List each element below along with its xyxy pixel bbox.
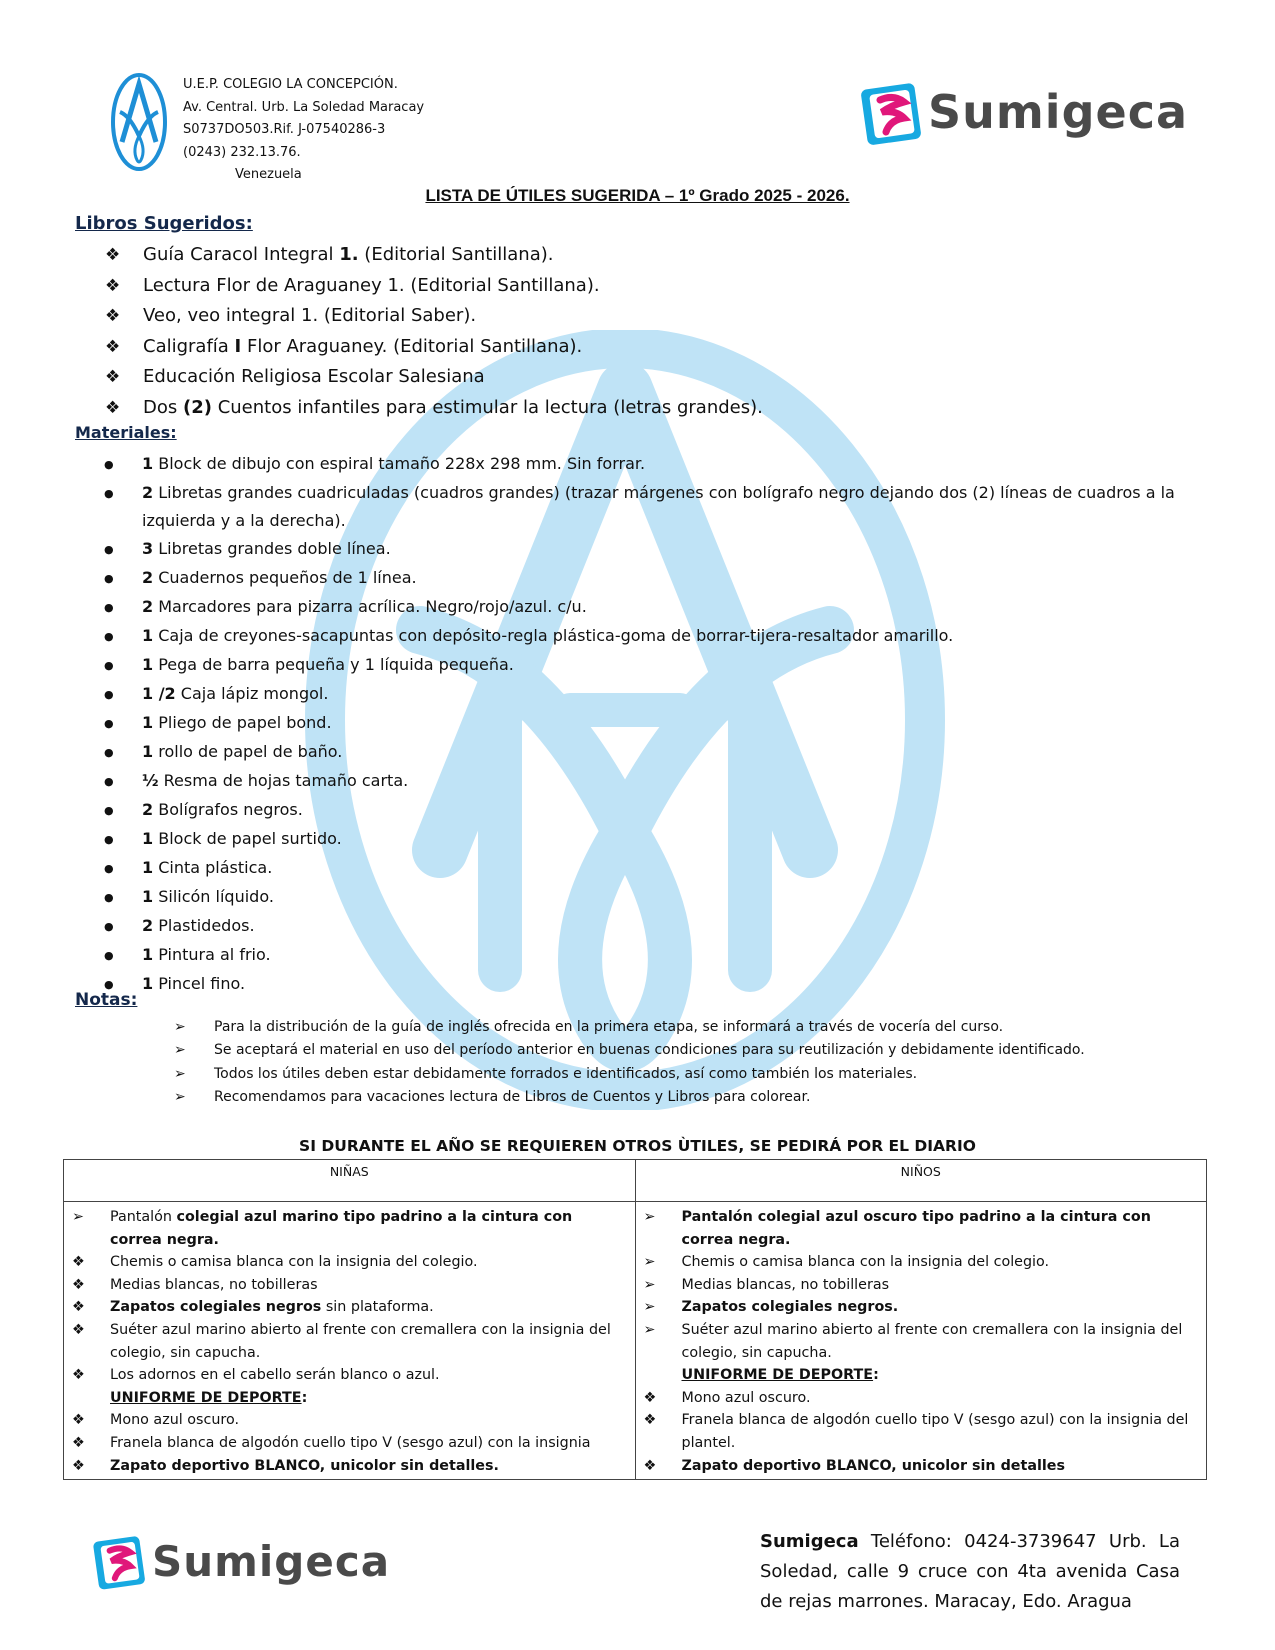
material-text <box>142 796 1204 825</box>
sumigeca-logo-bottom <box>92 1530 390 1592</box>
material-item <box>104 593 1204 622</box>
girls-uniform-cell <box>64 1202 636 1480</box>
uniform-item-text <box>682 1206 1199 1251</box>
arrow-bullet-icon: ➢ <box>174 1088 186 1105</box>
uniform-item <box>644 1455 1199 1478</box>
diamond-bullet-icon: ❖ <box>105 275 121 296</box>
material-description: Caja lápiz mongol. <box>175 684 329 703</box>
book-item <box>105 362 763 393</box>
uniform-item-text <box>110 1206 627 1251</box>
arrow-bullet-icon: ➢ <box>643 1276 656 1293</box>
uniform-item <box>644 1409 1199 1454</box>
uniform-item <box>644 1387 1199 1410</box>
sport-uniform-heading: UNIFORME DE DEPORTE <box>110 1389 302 1406</box>
uniform-text-bold: Zapatos colegiales negros <box>110 1299 322 1316</box>
uniform-item-text <box>110 1364 627 1387</box>
uniform-item-text <box>110 1251 627 1274</box>
material-quantity: 2 <box>142 916 154 935</box>
arrow-bullet-icon: ➢ <box>174 1042 186 1059</box>
uniform-item <box>72 1274 627 1297</box>
uniform-text-bold: Zapato deportivo BLANCO, unicolor sin detalles. <box>110 1457 499 1474</box>
bullet-icon: ● <box>104 804 114 817</box>
uniform-text: Franela blanca de algodón cuello tipo V (sesgo azul) con la insignia <box>110 1434 591 1451</box>
uniform-text: Chemis o camisa blanca con la insignia del colegio. <box>681 1254 1050 1271</box>
book-item <box>105 240 763 271</box>
bullet-icon: ● <box>104 920 114 933</box>
uniform-item-text <box>682 1251 1199 1274</box>
sumigeca-logo-top <box>860 76 1188 148</box>
uniform-item-text <box>682 1455 1199 1478</box>
uniform-item <box>72 1296 627 1319</box>
book-item <box>105 393 763 424</box>
uniform-item <box>72 1319 627 1364</box>
uniform-text-suffix: . <box>785 1231 791 1248</box>
bullet-icon: ● <box>104 949 114 962</box>
uniform-text-bold: colegial azul marino tipo padrino a la cintura con correa negra. <box>110 1209 573 1248</box>
bullet-icon: ● <box>104 630 114 643</box>
material-text <box>142 680 1204 709</box>
material-quantity: 1 <box>142 454 154 473</box>
material-quantity: 2 <box>142 800 154 819</box>
uniform-item <box>72 1251 627 1274</box>
material-quantity: 1 <box>142 626 154 645</box>
diamond-bullet-icon: ❖ <box>72 1321 85 1338</box>
diamond-bullet-icon: ❖ <box>72 1299 85 1316</box>
bullet-icon: ● <box>104 891 114 904</box>
material-quantity: 1 /2 <box>142 684 176 703</box>
bullet-icon: ● <box>104 572 114 585</box>
note-item <box>174 1086 1085 1109</box>
boys-column-header: NIÑOS <box>635 1160 1207 1202</box>
notes-heading: Notas: <box>75 990 138 1010</box>
uniform-text: Suéter azul marino abierto al frente con cremallera con la insignia del colegio, sin capucha. <box>681 1321 1183 1361</box>
books-list <box>105 240 763 424</box>
material-description: Pintura al frio. <box>153 945 271 964</box>
school-rif: S0737DO503.Rif. J-07540286-3 <box>183 122 386 137</box>
uniform-item-text <box>110 1432 627 1455</box>
material-text <box>142 941 1204 970</box>
uniform-item-text <box>110 1319 627 1364</box>
material-description: Marcadores para pizarra acrílica. Negro/rojo/azul. c/u. <box>153 597 587 616</box>
boys-uniform-cell <box>635 1202 1207 1480</box>
school-phone: (0243) 232.13.76. <box>183 144 301 160</box>
sumigeca-mark-icon <box>92 1530 148 1592</box>
sumigeca-wordmark: Sumigeca <box>928 85 1189 139</box>
diamond-bullet-icon: ❖ <box>643 1412 657 1429</box>
material-quantity: 2 <box>142 597 154 616</box>
diamond-bullet-icon: ❖ <box>72 1254 85 1271</box>
note-item <box>174 1063 1085 1086</box>
material-item <box>104 825 1204 854</box>
diamond-bullet-icon: ❖ <box>105 306 121 327</box>
arrow-bullet-icon: ➢ <box>643 1299 656 1316</box>
bullet-icon: ● <box>104 458 114 471</box>
footer-text: Teléfono: 0424-3739647 Urb. La Soledad, calle 9 cruce con 4ta avenida Casa de rejas marrones. Maracay, Edo. Aragua <box>760 1531 1180 1612</box>
book-item <box>105 271 763 302</box>
uniform-text: Mono azul oscuro. <box>110 1412 239 1429</box>
material-quantity: ½ <box>142 771 159 790</box>
material-text <box>142 854 1204 883</box>
diamond-bullet-icon: ❖ <box>105 367 121 388</box>
bullet-icon: ● <box>104 601 114 614</box>
page-title: LISTA DE ÚTILES SUGERIDA – 1º Grado 2025 - 2026. <box>425 186 850 205</box>
material-text <box>142 767 1204 796</box>
material-text <box>142 593 1204 622</box>
school-name: U.E.P. COLEGIO LA CONCEPCIÓN. <box>183 77 398 92</box>
diamond-bullet-icon: ❖ <box>105 336 121 357</box>
arrow-bullet-icon: ➢ <box>174 1065 186 1082</box>
bullet-icon: ● <box>104 746 114 759</box>
uniform-item <box>644 1206 1199 1251</box>
material-item <box>104 854 1204 883</box>
material-description: Libretas grandes cuadriculadas (cuadros grandes) (trazar márgenes con bolígrafo negro dejando dos (2) líneas de cuadros a la izquierda y a la derecha). <box>142 483 1175 530</box>
uniform-text-bold: Zapatos colegiales negros. <box>681 1299 899 1316</box>
school-country: Venezuela <box>235 167 302 182</box>
material-text <box>142 912 1204 941</box>
bullet-icon: ● <box>104 717 114 730</box>
material-item <box>104 479 1204 535</box>
girls-column-header: NIÑAS <box>64 1160 636 1202</box>
note-text: Recomendamos para vacaciones lectura de Libros de Cuentos y Libros para colorear. <box>214 1088 811 1105</box>
material-description: Plastidedos. <box>153 916 255 935</box>
uniform-item-text <box>110 1455 627 1478</box>
uniform-item-text <box>110 1274 627 1297</box>
uniform-text: Medias blancas, no tobilleras <box>110 1276 318 1293</box>
uniform-text-suffix: : <box>301 1389 308 1406</box>
uniform-item <box>72 1206 627 1251</box>
footer-contact <box>760 1527 1180 1617</box>
school-street: Av. Central. Urb. La Soledad Maracay <box>183 99 425 115</box>
diamond-bullet-icon: ❖ <box>105 245 121 265</box>
material-description: Pliego de papel bond. <box>153 713 332 732</box>
uniform-item <box>72 1455 627 1478</box>
material-text <box>142 738 1204 767</box>
book-title: Veo, veo integral 1. (Editorial Saber). <box>143 305 477 327</box>
uniform-item <box>72 1432 627 1455</box>
bullet-icon: ● <box>104 543 114 556</box>
uniform-item-text <box>682 1319 1199 1364</box>
uniform-text: Franela blanca de algodón cuello tipo V (sesgo azul) con la insignia del plantel. <box>681 1412 1189 1451</box>
material-text <box>142 883 1204 912</box>
diamond-bullet-icon: ❖ <box>72 1434 85 1451</box>
material-text <box>142 970 1204 999</box>
note-text: Se aceptará el material en uso del período anterior en buenas condiciones para su reutilización y debidamente identificado. <box>214 1042 1085 1059</box>
uniform-item-text <box>682 1296 1199 1319</box>
bullet-icon: ● <box>104 833 114 846</box>
material-quantity: 1 <box>142 945 154 964</box>
book-item <box>105 332 763 363</box>
material-text <box>142 709 1204 738</box>
note-item <box>174 1039 1085 1062</box>
uniform-text-suffix: : <box>873 1367 879 1384</box>
material-text <box>142 622 1204 651</box>
book-title: Guía Caracol Integral 1. (Editorial Santillana). <box>143 244 554 265</box>
material-description: Cinta plástica. <box>153 858 273 877</box>
sport-uniform-heading: UNIFORME DE DEPORTE <box>681 1367 874 1384</box>
material-item <box>104 941 1204 970</box>
material-description: Silicón líquido. <box>153 887 274 906</box>
uniform-item-text <box>110 1387 627 1410</box>
uniform-text: Mono azul oscuro. <box>681 1389 811 1406</box>
uniform-text-bold: Pantalón colegial azul oscuro tipo padrino a la cintura con correa negra <box>681 1209 1151 1248</box>
material-item <box>104 651 1204 680</box>
material-item <box>104 738 1204 767</box>
material-quantity: 2 <box>142 568 154 587</box>
material-description: Pega de barra pequeña y 1 líquida pequeña. <box>153 655 514 674</box>
materials-heading: Materiales: <box>75 423 177 442</box>
material-description: Block de dibujo con espiral tamaño 228x 298 mm. Sin forrar. <box>153 454 646 473</box>
material-quantity: 1 <box>142 974 154 993</box>
arrow-bullet-icon: ➢ <box>72 1209 84 1225</box>
uniform-item <box>644 1319 1199 1364</box>
bullet-icon: ● <box>104 978 114 991</box>
uniform-text: Pantalón <box>110 1209 177 1225</box>
material-item <box>104 970 1204 999</box>
material-quantity: 1 <box>142 713 154 732</box>
material-item <box>104 796 1204 825</box>
material-text <box>142 479 1204 535</box>
diamond-bullet-icon: ❖ <box>72 1367 85 1384</box>
arrow-bullet-icon: ➢ <box>174 1019 186 1035</box>
uniform-item <box>644 1296 1199 1319</box>
uniform-item <box>644 1274 1199 1297</box>
material-description: Block de papel surtido. <box>153 829 342 848</box>
uniform-item-text <box>682 1274 1199 1297</box>
bullet-icon: ● <box>104 487 114 500</box>
materials-list <box>104 450 1204 999</box>
arrow-bullet-icon: ➢ <box>643 1209 656 1225</box>
book-title: Dos (2) Cuentos infantiles para estimular la lectura (letras grandes). <box>143 396 763 418</box>
empty-bullet <box>72 1387 110 1410</box>
material-quantity: 3 <box>142 539 154 558</box>
books-heading: Libros Sugeridos: <box>75 213 253 234</box>
material-quantity: 1 <box>142 829 154 848</box>
uniform-text-suffix: sin plataforma. <box>321 1299 434 1316</box>
diamond-bullet-icon: ❖ <box>643 1389 657 1406</box>
uniform-table-heading: SI DURANTE EL AÑO SE REQUIEREN OTROS ÙTILES, SE PEDIRÁ POR EL DIARIO <box>299 1137 976 1155</box>
material-item <box>104 680 1204 709</box>
material-description: Libretas grandes doble línea. <box>153 539 391 558</box>
material-quantity: 1 <box>142 742 154 761</box>
bullet-icon: ● <box>104 688 114 701</box>
notes-list <box>174 1016 1085 1109</box>
sumigeca-wordmark: Sumigeca <box>152 1536 391 1586</box>
uniform-item <box>644 1364 1199 1387</box>
diamond-bullet-icon: ❖ <box>72 1276 85 1293</box>
footer-brand: Sumigeca <box>760 1531 859 1552</box>
material-item <box>104 450 1204 479</box>
uniform-text: Los adornos en el cabello serán blanco o azul. <box>110 1367 440 1384</box>
material-quantity: 2 <box>142 483 154 502</box>
sumigeca-mark-icon <box>860 76 924 148</box>
material-description: Caja de creyones-sacapuntas con depósito-regla plástica-goma de borrar-tijera-resaltador amarillo. <box>153 626 954 645</box>
material-item <box>104 564 1204 593</box>
note-item <box>174 1016 1085 1039</box>
uniform-item <box>72 1409 627 1432</box>
material-text <box>142 651 1204 680</box>
material-text <box>142 564 1204 593</box>
material-item <box>104 709 1204 738</box>
material-quantity: 1 <box>142 858 154 877</box>
material-item <box>104 912 1204 941</box>
uniform-item-text <box>110 1296 627 1319</box>
diamond-bullet-icon: ❖ <box>105 397 121 418</box>
arrow-bullet-icon: ➢ <box>643 1254 656 1271</box>
material-item <box>104 767 1204 796</box>
note-text: Para la distribución de la guía de inglés ofrecida en la primera etapa, se informará a través de vocería del curso. <box>214 1019 1004 1035</box>
uniform-text-bold: Zapato deportivo BLANCO, unicolor sin detalles <box>681 1457 1065 1474</box>
uniform-item <box>644 1251 1199 1274</box>
arrow-bullet-icon: ➢ <box>643 1321 656 1338</box>
book-title: Caligrafía I Flor Araguaney. (Editorial Santillana). <box>143 335 583 357</box>
uniform-text: Medias blancas, no tobilleras <box>681 1276 890 1293</box>
bullet-icon: ● <box>104 659 114 672</box>
note-text: Todos los útiles deben estar debidamente forrados e identificados, así como también los materiales. <box>214 1065 918 1082</box>
diamond-bullet-icon: ❖ <box>72 1412 85 1429</box>
book-title: Educación Religiosa Escolar Salesiana <box>143 366 485 388</box>
uniform-item-text <box>110 1409 627 1432</box>
material-description: Resma de hojas tamaño carta. <box>158 771 409 790</box>
empty-bullet <box>644 1364 682 1387</box>
bullet-icon: ● <box>104 775 114 788</box>
school-address-block <box>183 74 424 187</box>
book-title: Lectura Flor de Araguaney 1. (Editorial Santillana). <box>143 274 600 296</box>
material-item <box>104 883 1204 912</box>
uniform-text: Chemis o camisa blanca con la insignia del colegio. <box>110 1254 478 1271</box>
material-description: Pincel fino. <box>153 974 246 993</box>
material-description: Cuadernos pequeños de 1 línea. <box>153 568 417 587</box>
uniform-item <box>72 1364 627 1387</box>
material-quantity: 1 <box>142 887 154 906</box>
uniform-table <box>63 1159 1207 1480</box>
diamond-bullet-icon: ❖ <box>72 1457 85 1474</box>
material-description: Bolígrafos negros. <box>153 800 303 819</box>
material-text <box>142 825 1204 854</box>
material-text <box>142 450 1204 479</box>
school-logo <box>110 72 168 172</box>
material-item <box>104 622 1204 651</box>
uniform-item-text <box>682 1387 1199 1410</box>
uniform-item <box>72 1387 627 1410</box>
material-quantity: 1 <box>142 655 154 674</box>
book-item <box>105 301 763 332</box>
diamond-bullet-icon: ❖ <box>643 1457 657 1474</box>
material-item <box>104 535 1204 564</box>
uniform-text: Suéter azul marino abierto al frente con cremallera con la insignia del colegio, sin capucha. <box>110 1321 611 1361</box>
uniform-item-text <box>682 1409 1199 1454</box>
material-text <box>142 535 1204 564</box>
bullet-icon: ● <box>104 862 114 875</box>
material-description: rollo de papel de baño. <box>153 742 343 761</box>
uniform-item-text <box>682 1364 1199 1387</box>
